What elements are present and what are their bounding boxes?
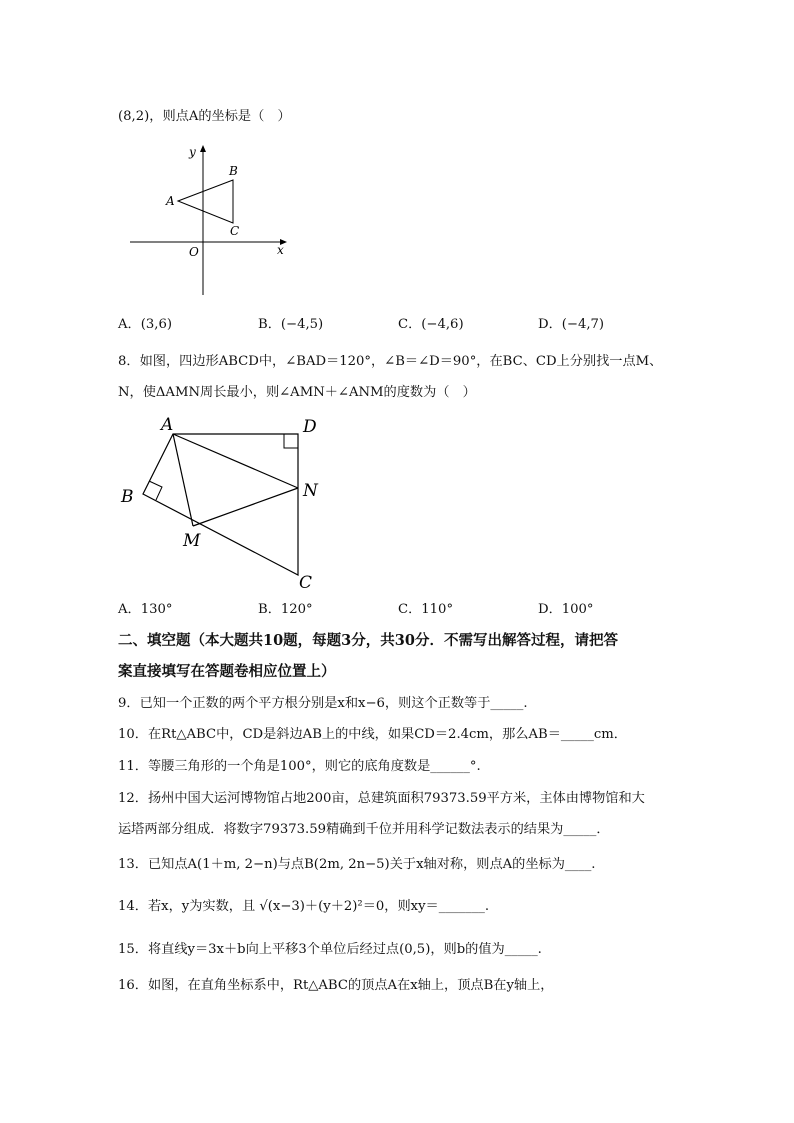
q10-text: 10．在Rt△ABC中，CD是斜边AB上的中线，如果CD＝2.4cm，那么AB＝_____cm． (118, 727, 627, 742)
label-n2: N (303, 481, 318, 501)
q15-text: 15．将直线y＝3x＋b向上平移3个单位后经过点(0,5)，则b的值为_____. (118, 942, 542, 957)
label-y: y (189, 145, 196, 159)
label-x: x (277, 243, 284, 257)
q9-text: 9．已知一个正数的两个平方根分别是x和x−6，则这个正数等于_____. (118, 696, 528, 711)
segment-mn (193, 488, 298, 526)
segment-an (173, 434, 298, 488)
section-heading-line1: 二、填空题（本大题共10题，每题3分，共30分．不需写出解答过程，请把答 (118, 632, 618, 649)
q8-text-line2: N，使ΔAMN周长最小，则∠AMN＋∠ANM的度数为（ ） (118, 385, 476, 400)
right-angle-b-icon (149, 481, 162, 500)
q7-option-b: B．(−4,5) (258, 317, 324, 332)
q7-option-c: C．(−4,6) (398, 317, 464, 332)
label-b2: B (121, 487, 134, 507)
label-c2: C (299, 573, 313, 593)
q11-text: 11．等腰三角形的一个角是100°，则它的底角度数是______°. (118, 759, 481, 774)
q8-option-d: D．100° (538, 602, 594, 617)
label-c: C (230, 224, 240, 238)
q16-text: 16．如图，在直角坐标系中，Rt△ABC的顶点A在x轴上，顶点B在y轴上， (118, 978, 554, 993)
q7-option-a: A．(3,6) (118, 317, 172, 332)
q8-option-b: B．120° (258, 602, 313, 617)
label-a: A (166, 194, 175, 208)
label-a2: A (161, 415, 174, 435)
q14-text: 14．若x，y为实数，且 √(x−3)＋(y＋2)²＝0，则xy＝_______. (118, 899, 490, 914)
segment-am (173, 434, 193, 526)
label-o: O (189, 245, 199, 259)
q12-text-line2: 运塔两部分组成．将数字79373.59精确到千位并用科学记数法表示的结果为_____． (118, 822, 610, 837)
label-d2: D (303, 417, 317, 437)
q8-option-a: A．130° (118, 602, 173, 617)
q7-figure (125, 140, 295, 300)
y-axis-arrow-icon (200, 145, 206, 152)
q8-option-c: C．110° (398, 602, 454, 617)
q7-text: (8,2)，则点A的坐标是（ ） (118, 109, 291, 124)
q13-text: 13．已知点A(1＋m, 2−n)与点B(2m, 2n−5)关于x轴对称，则点A的坐标为____. (118, 857, 596, 872)
q7-option-d: D．(−4,7) (538, 317, 605, 332)
q8-figure (115, 410, 335, 595)
triangle-abc (178, 180, 233, 223)
label-m2: M (183, 531, 201, 551)
q12-text-line1: 12．扬州中国大运河博物馆占地200亩，总建筑面积79373.59平方米，主体由博物馆和大 (118, 791, 645, 806)
label-b: B (229, 164, 238, 178)
right-angle-d-icon (284, 434, 298, 448)
section-heading-line2: 案直接填写在答题卷相应位置上） (118, 663, 336, 680)
q8-text-line1: 8．如图，四边形ABCD中，∠BAD＝120°，∠B＝∠D＝90°，在BC、CD上分别找一点M、 (118, 354, 663, 369)
